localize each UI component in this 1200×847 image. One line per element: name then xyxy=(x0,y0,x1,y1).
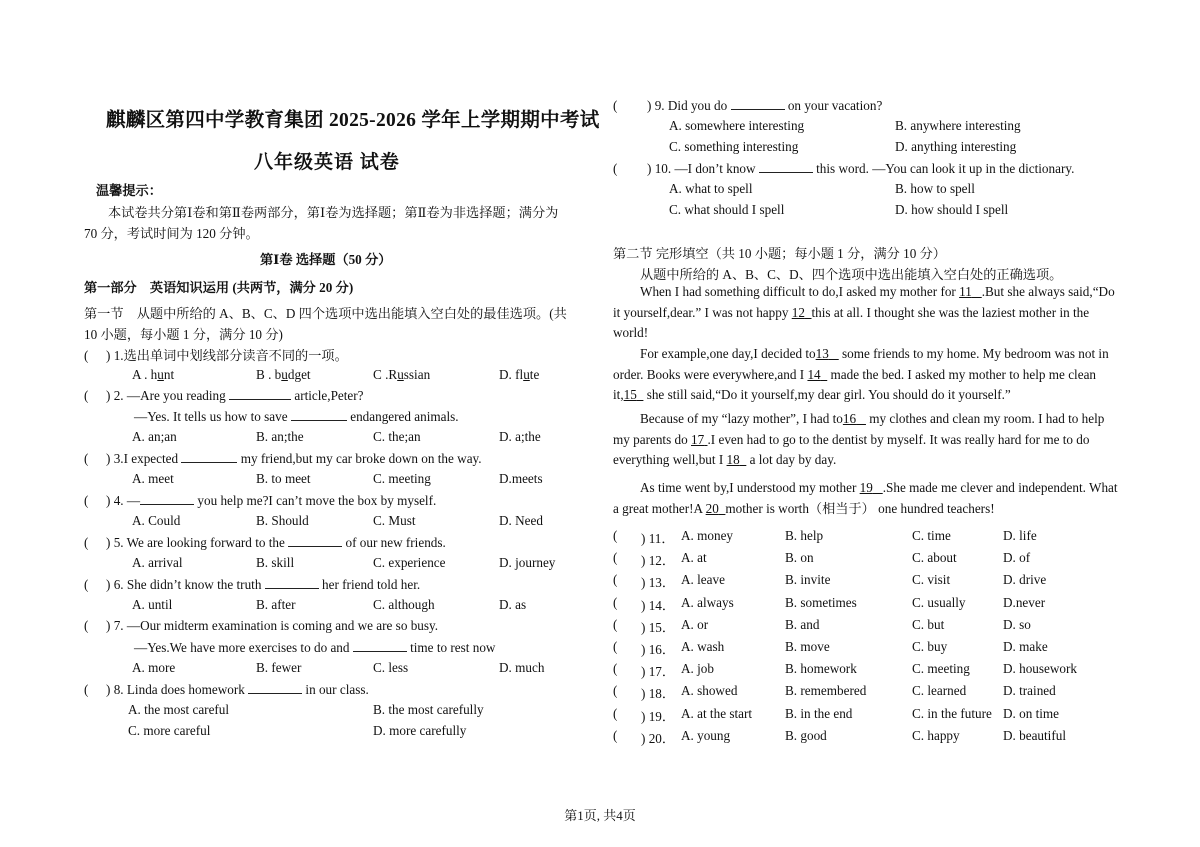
blank xyxy=(759,160,813,173)
q5-option-d[interactable]: D. journey xyxy=(499,555,556,570)
cloze-option-c[interactable]: C. visit xyxy=(912,572,951,588)
blank xyxy=(731,97,785,110)
q3-option-a[interactable]: A. meet xyxy=(132,471,174,486)
cloze-option-d[interactable]: D. housework xyxy=(1003,661,1077,677)
q10-option-c[interactable]: C. what should I spell xyxy=(669,202,785,217)
answer-paren[interactable]: ( xyxy=(613,683,618,699)
page-footer: 第1页, 共4页 xyxy=(564,808,636,823)
blank xyxy=(353,639,407,652)
cloze-option-b[interactable]: B. good xyxy=(785,727,827,743)
cloze-option-d[interactable]: D. beautiful xyxy=(1003,727,1066,743)
passage-paragraph-1: When I had something difficult to do,I asked my mother for 11 .But she always said,“Do it yourself,dear.” I was not happy 12 this at all. I thought she was the laziest mother in the world! xyxy=(613,284,1115,341)
cloze-option-d[interactable]: D. of xyxy=(1003,550,1031,566)
tips-label: 温馨提示： xyxy=(96,183,162,198)
q9-option-c[interactable]: C. something interesting xyxy=(669,139,799,154)
q9-option-d[interactable]: D. anything interesting xyxy=(895,139,1017,154)
section2-title: 第二节 完形填空（共 10 小题；每小题 1 分，满分 10 分） xyxy=(613,246,946,261)
cloze-option-a[interactable]: A. always xyxy=(681,594,734,610)
q6-option-b[interactable]: B. after xyxy=(256,597,296,612)
question-4-stem: ( ) 4. — you help me?I can’t move the box by myself. xyxy=(84,493,437,508)
passage-paragraph-2: For example,one day,I decided to13 some friends to my home. My bedroom was not in order. Books were everywhere,and I 14 made the bed. I asked my mother to help me clean it,15 she still said,“Do it yourself,my dear girl. You should do it yourself.” xyxy=(613,346,1109,403)
q5-option-a[interactable]: A. arrival xyxy=(132,555,183,570)
q2-option-c[interactable]: C. the;an xyxy=(373,429,421,444)
exam-title: 麒麟区第四中学教育集团 2025-2026 学年上学期期中考试 xyxy=(106,110,600,131)
q7-option-d[interactable]: D. much xyxy=(499,660,545,675)
blank xyxy=(248,681,302,694)
cloze-option-a[interactable]: A. leave xyxy=(681,572,725,588)
answer-paren[interactable]: ( xyxy=(613,705,618,721)
section1-intro-line1: 第一节 从题中所给的 A、B、C、D 四个选项中选出能填入空白处的最佳选项。(共 xyxy=(84,306,567,321)
q4-option-b[interactable]: B. Should xyxy=(256,513,309,528)
q4-option-c[interactable]: C. Must xyxy=(373,513,416,528)
cloze-option-a[interactable]: A. money xyxy=(681,528,734,543)
volume1-title: 第Ⅰ卷 选择题（50 分） xyxy=(260,252,392,267)
q8-option-b[interactable]: B. the most carefully xyxy=(373,702,484,717)
cloze-option-a[interactable]: A. at the start xyxy=(681,705,753,721)
q6-option-c[interactable]: C. although xyxy=(373,597,435,612)
cloze-question-number: ) 19． xyxy=(641,708,676,724)
cloze-option-a[interactable]: A. young xyxy=(681,727,731,743)
passage-paragraph-4: As time went by,I understood my mother 19 .She made me clever and independent. What a great mother!A 20 mother is worth（相当于） one hundred teachers! xyxy=(613,480,1118,516)
cloze-option-c[interactable]: C. happy xyxy=(912,727,960,743)
cloze-option-a[interactable]: A. or xyxy=(681,616,709,632)
question-3-stem: ( ) 3.I expected my friend,but my car broke down on the way. xyxy=(84,451,482,466)
cloze-option-c[interactable]: C. buy xyxy=(912,639,948,654)
q4-option-a[interactable]: A. Could xyxy=(132,513,181,528)
cloze-option-c[interactable]: C. time xyxy=(912,528,951,543)
answer-paren[interactable]: ( xyxy=(613,594,618,610)
cloze-question-number: ) 20． xyxy=(641,730,676,746)
answer-paren[interactable]: ( xyxy=(613,639,618,654)
q9-option-a[interactable]: A. somewhere interesting xyxy=(669,118,805,133)
question-1-stem: ( ) 1.选出单词中划线部分读音不同的一项。 xyxy=(84,348,348,363)
tips-text-line2: 70 分，考试时间为 120 分钟。 xyxy=(84,226,259,241)
cloze-option-d[interactable]: D. on time xyxy=(1003,705,1060,721)
q2-option-b[interactable]: B. an;the xyxy=(256,429,304,444)
q7-option-c[interactable]: C. less xyxy=(373,660,409,675)
blank xyxy=(288,534,342,547)
cloze-question-number: ) 18． xyxy=(641,686,676,702)
cloze-option-b[interactable]: B. invite xyxy=(785,572,831,588)
answer-paren[interactable]: ( xyxy=(84,682,89,697)
blank xyxy=(291,408,347,421)
question-7-stem: ( ) 7. —Our midterm examination is coming and we are so busy. xyxy=(84,618,439,633)
answer-paren[interactable]: ( xyxy=(84,388,89,403)
cloze-option-b[interactable]: B. move xyxy=(785,639,830,654)
cloze-option-a[interactable]: A. wash xyxy=(681,639,725,654)
q9-option-b[interactable]: B. anywhere interesting xyxy=(895,118,1021,133)
cloze-question-number: ) 14． xyxy=(641,597,676,613)
cloze-option-b[interactable]: B. in the end xyxy=(785,705,853,721)
answer-paren[interactable]: ( xyxy=(613,572,618,588)
question-7-line2: —Yes.We have more exercises to do and time to rest now xyxy=(134,640,496,655)
cloze-option-a[interactable]: A. job xyxy=(681,661,714,677)
blank xyxy=(181,450,237,463)
q1-option-a[interactable]: A . hunt xyxy=(132,367,175,382)
question-9-stem: ( ) 9. Did you do on your vacation? xyxy=(613,98,883,113)
cloze-option-c[interactable]: C. usually xyxy=(912,594,966,610)
cloze-option-c[interactable]: C. but xyxy=(912,616,945,632)
answer-paren[interactable]: ( xyxy=(84,577,89,592)
cloze-option-d[interactable]: D. life xyxy=(1003,528,1037,543)
q3-option-b[interactable]: B. to meet xyxy=(256,471,311,486)
cloze-option-b[interactable]: B. help xyxy=(785,528,824,543)
blank xyxy=(229,387,291,400)
question-6-stem: ( ) 6. She didn’t know the truth her friend told her. xyxy=(84,577,421,592)
q1-option-d[interactable]: D. flute xyxy=(499,367,540,382)
cloze-option-b[interactable]: B. on xyxy=(785,550,814,566)
q3-option-c[interactable]: C. meeting xyxy=(373,471,431,486)
cloze-option-b[interactable]: B. homework xyxy=(785,661,857,677)
q2-option-d[interactable]: D. a;the xyxy=(499,429,541,444)
answer-paren[interactable]: ( xyxy=(613,661,618,677)
q4-option-d[interactable]: D. Need xyxy=(499,513,543,528)
part1-title: 第一部分 英语知识运用 (共两节，满分 20 分) xyxy=(84,280,354,295)
question-5-stem: ( ) 5. We are looking forward to the of our new friends. xyxy=(84,535,446,550)
blank xyxy=(265,576,319,589)
cloze-question-number: ) 11． xyxy=(641,531,675,546)
cloze-option-d[interactable]: D. so xyxy=(1003,616,1031,632)
tips-text-line1: 本试卷共分第Ⅰ卷和第Ⅱ卷两部分，第Ⅰ卷为选择题；第Ⅱ卷为非选择题；满分为 xyxy=(108,205,559,220)
answer-paren[interactable]: ( xyxy=(84,618,89,633)
answer-paren[interactable]: ( xyxy=(84,535,89,550)
answer-paren[interactable]: ( xyxy=(613,616,618,632)
cloze-option-d[interactable]: D. drive xyxy=(1003,572,1047,588)
q10-option-d[interactable]: D. how should I spell xyxy=(895,202,1009,217)
q1-option-b[interactable]: B . budget xyxy=(256,367,311,382)
q7-option-b[interactable]: B. fewer xyxy=(256,660,302,675)
cloze-option-b[interactable]: B. sometimes xyxy=(785,594,857,610)
cloze-question-number: ) 12． xyxy=(641,553,676,569)
cloze-option-a[interactable]: A. at xyxy=(681,550,707,566)
cloze-question-number: ) 13． xyxy=(641,575,676,591)
question-10-stem: ( ) 10. —I don’t know this word. —You can look it up in the dictionary. xyxy=(613,161,1075,176)
cloze-option-c[interactable]: C. about xyxy=(912,550,957,566)
cloze-option-b[interactable]: B. remembered xyxy=(785,683,867,699)
q5-option-b[interactable]: B. skill xyxy=(256,555,295,570)
question-8-stem: ( ) 8. Linda does homework in our class. xyxy=(84,682,369,697)
blank xyxy=(140,492,194,505)
q6-option-d[interactable]: D. as xyxy=(499,597,527,612)
answer-paren[interactable]: ( xyxy=(84,348,89,363)
cloze-option-d[interactable]: D. trained xyxy=(1003,683,1056,699)
answer-paren[interactable]: ( xyxy=(613,98,618,113)
exam-subtitle: 八年级英语 试卷 xyxy=(254,152,400,173)
question-2-stem: ( ) 2. —Are you reading article,Peter? xyxy=(84,388,364,403)
answer-paren[interactable]: ( xyxy=(613,550,618,566)
q3-option-d[interactable]: D.meets xyxy=(499,471,543,486)
section2-instruction: 从题中所给的 A、B、C、D、四个选项中选出能填入空白处的正确选项。 xyxy=(640,267,1063,282)
q5-option-c[interactable]: C. experience xyxy=(373,555,446,570)
cloze-option-c[interactable]: C. meeting xyxy=(912,661,970,677)
q8-option-c[interactable]: C. more careful xyxy=(128,723,211,738)
answer-paren[interactable]: ( xyxy=(613,727,618,743)
q8-option-d[interactable]: D. more carefully xyxy=(373,723,467,738)
cloze-option-a[interactable]: A. showed xyxy=(681,683,738,699)
passage-paragraph-3: Because of my “lazy mother”, I had to16 my clothes and clean my room. I had to help my parents do 17 .I even had to go to the dentist by myself. It was really hard for me to do everything well,but I 18 a lot day by day. xyxy=(613,411,1105,468)
q7-option-a[interactable]: A. more xyxy=(132,660,176,675)
q2-option-a[interactable]: A. an;an xyxy=(132,429,177,444)
q8-option-a[interactable]: A. the most careful xyxy=(128,702,230,717)
q6-option-a[interactable]: A. until xyxy=(132,597,173,612)
cloze-option-c[interactable]: C. learned xyxy=(912,683,967,699)
q10-option-b[interactable]: B. how to spell xyxy=(895,181,975,196)
answer-paren[interactable]: ( xyxy=(84,493,89,508)
q1-option-c[interactable]: C .Russian xyxy=(373,367,431,382)
cloze-question-number: ) 17． xyxy=(641,664,676,680)
answer-paren[interactable]: ( xyxy=(84,451,89,466)
cloze-question-number: ) 15． xyxy=(641,619,676,635)
cloze-option-b[interactable]: B. and xyxy=(785,616,820,632)
cloze-option-c[interactable]: C. in the future xyxy=(912,705,992,721)
q10-option-a[interactable]: A. what to spell xyxy=(669,181,753,196)
question-2-line2: —Yes. It tells us how to save endangered animals. xyxy=(134,409,459,424)
cloze-option-d[interactable]: D.never xyxy=(1003,594,1046,610)
cloze-question-number: ) 16． xyxy=(641,642,676,657)
section1-intro-line2: 10 小题，每小题 1 分，满分 10 分) xyxy=(84,327,283,342)
answer-paren[interactable]: ( xyxy=(613,161,618,176)
cloze-option-d[interactable]: D. make xyxy=(1003,639,1048,654)
answer-paren[interactable]: ( xyxy=(613,528,618,543)
